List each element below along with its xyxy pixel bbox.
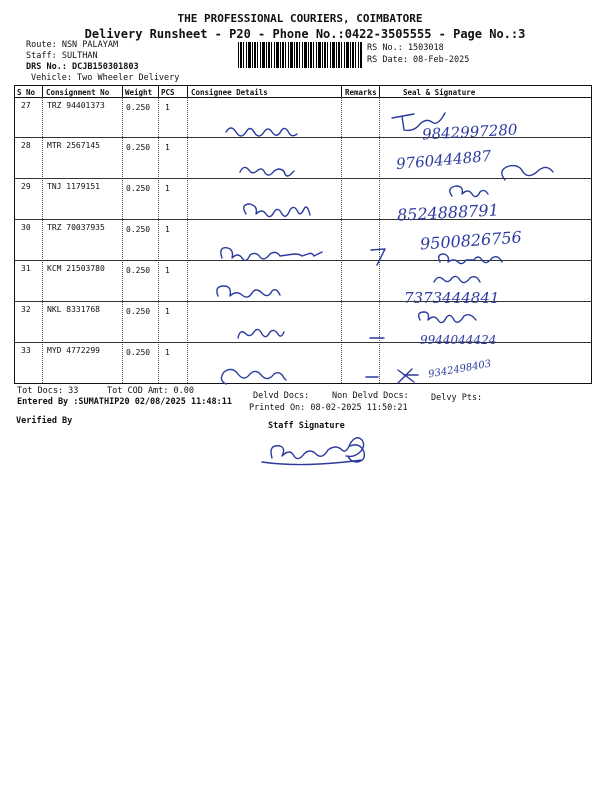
handwritten-phone: 9944044424 <box>420 333 497 347</box>
row-sno: 29 <box>21 182 31 191</box>
printed-on: Printed On: 08-02-2025 11:50:21 <box>249 403 408 413</box>
rs-date: RS Date: 08-Feb-2025 <box>367 55 470 65</box>
handwritten-phone: 8524888791 <box>396 200 500 225</box>
col-seal-signature: Seal & Signature <box>403 88 476 97</box>
row-sno: 30 <box>21 223 31 232</box>
row-consignment: MYD 4772299 <box>47 346 100 355</box>
delivered-docs: Delvd Docs: <box>253 391 310 401</box>
company-name: THE PROFESSIONAL COURIERS, COIMBATORE <box>177 12 423 25</box>
row-sno: 28 <box>21 141 31 150</box>
row-sno: 33 <box>21 346 31 355</box>
route: Route: NSN PALAYAM <box>26 40 119 50</box>
row-consignment: TNJ 1179151 <box>47 182 100 191</box>
handwritten-phone: 9842997280 <box>421 120 518 144</box>
row-consignment: MTR 2567145 <box>47 141 100 150</box>
non-delivered-docs: Non Delvd Docs: <box>332 391 409 401</box>
row-pcs: 1 <box>165 225 170 234</box>
entered-by: Entered By :SUMATHIP20 02/08/2025 11:48:11 <box>17 397 232 407</box>
row-weight: 0.250 <box>126 307 151 316</box>
drs-number: DRS No.: DCJB150301803 <box>26 62 139 72</box>
row-sno: 27 <box>21 101 31 110</box>
row-weight: 0.250 <box>126 143 151 152</box>
row-consignment: NKL 8331768 <box>47 305 100 314</box>
row-sno: 31 <box>21 264 31 273</box>
row-weight: 0.250 <box>126 103 151 112</box>
col-pcs: PCS <box>161 88 175 97</box>
staff: Staff: SULTHAN <box>26 51 98 61</box>
row-pcs: 1 <box>165 307 170 316</box>
row-pcs: 1 <box>165 184 170 193</box>
row-weight: 0.250 <box>126 225 151 234</box>
row-consignment: KCM 21503780 <box>47 264 105 273</box>
delivery-points: Delvy Pts: <box>431 393 483 403</box>
vehicle: Vehicle: Two Wheeler Delivery <box>31 73 180 83</box>
handwritten-phone: 9342498403 <box>427 358 493 381</box>
row-consignment: TRZ 70037935 <box>47 223 105 232</box>
staff-signature-label: Staff Signature <box>268 421 345 431</box>
col-remarks: Remarks <box>345 88 377 97</box>
col-sno: S No <box>17 88 36 97</box>
handwritten-phone: 7373444841 <box>404 289 500 307</box>
row-weight: 0.250 <box>126 184 151 193</box>
handwritten-phone: 9500826756 <box>419 227 523 254</box>
total-cod-amount: Tot COD Amt: 0.00 <box>107 386 194 396</box>
row-sno: 32 <box>21 305 31 314</box>
row-pcs: 1 <box>165 143 170 152</box>
row-pcs: 1 <box>165 348 170 357</box>
row-weight: 0.250 <box>126 266 151 275</box>
rs-number: RS No.: 1503018 <box>367 43 444 53</box>
handwritten-phone: 9760444887 <box>395 146 493 174</box>
row-consignment: TRZ 94401373 <box>47 101 105 110</box>
row-pcs: 1 <box>165 266 170 275</box>
total-docs: Tot Docs: 33 <box>17 386 79 396</box>
verified-by: Verified By <box>16 416 73 426</box>
col-weight: Weight <box>125 88 153 97</box>
row-weight: 0.250 <box>126 348 151 357</box>
col-consignment: Consignment No <box>46 88 110 97</box>
runsheet-title: Delivery Runsheet - P20 - Phone No.:0422-3505555 - Page No.:3 <box>84 27 526 41</box>
col-consignee: Consignee Details <box>191 88 268 97</box>
row-pcs: 1 <box>165 103 170 112</box>
